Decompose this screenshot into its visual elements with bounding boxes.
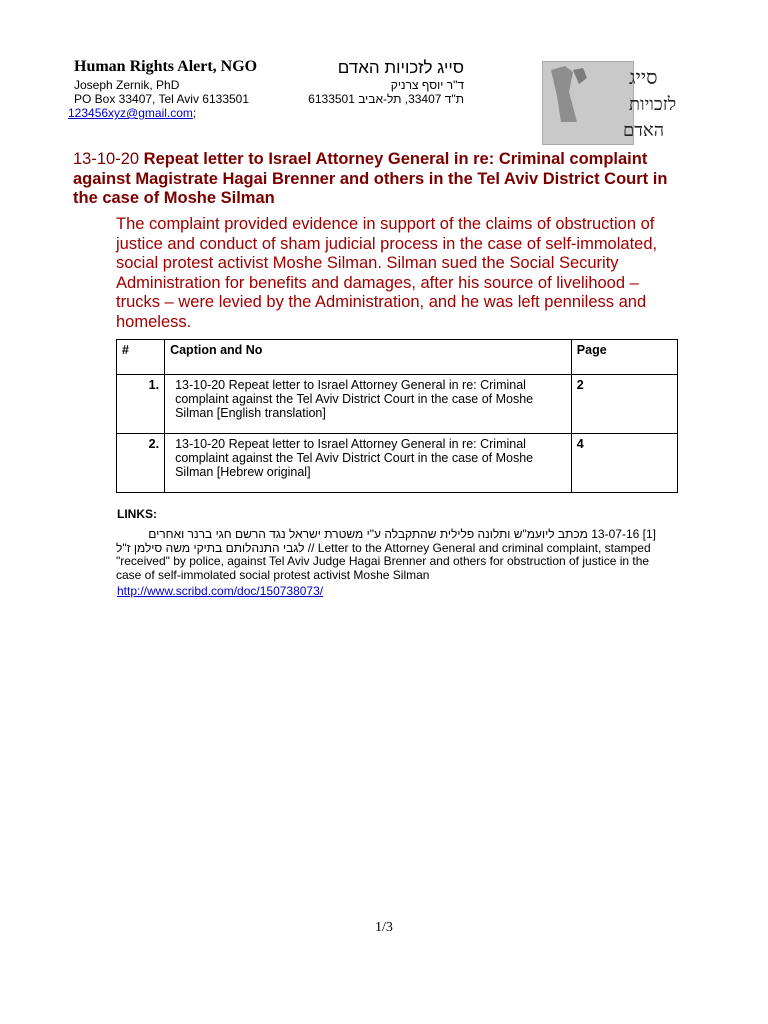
header-number: # <box>117 340 165 375</box>
contents-table <box>116 339 678 493</box>
row-page: 2 <box>571 375 677 434</box>
row-page: 4 <box>571 434 677 493</box>
logo-text-line-2: לזכויות <box>629 94 677 115</box>
title-text: Repeat letter to Israel Attorney General in re: Criminal complaint against Magistrate Hagai Brenner and others in the Tel Aviv District Court in the case of Moshe Silman <box>73 150 668 207</box>
reference-hebrew-line: [1] 13-07-16 מכתב ליועמ"ש ותלונה פלילית שהתקבלה ע"י משטרת ישראל נגד הרשם חגי ברנר ואחרים <box>148 527 656 541</box>
document-title <box>73 150 673 209</box>
email-line <box>68 106 196 120</box>
title-date: 13-10-20 <box>73 150 140 168</box>
row-number: 2. <box>117 434 165 493</box>
org-logo <box>542 61 677 145</box>
reference-description: לגבי התנהלותם בתיקי משה סילמן ז"ל // Letter to the Attorney General and criminal complaint, stamped "received" by police, against Tel Aviv Judge Hagai Brenner and others for obstruction of justice in the case of self-immolated social protest activist Moshe Silman <box>116 540 651 582</box>
email-suffix: ; <box>192 106 197 120</box>
links-heading: LINKS: <box>117 507 157 521</box>
reference-url-line <box>117 584 323 598</box>
org-name-english: Human Rights Alert, NGO <box>74 58 258 75</box>
logo-text-line-1: סייג <box>629 65 658 89</box>
table-row <box>117 434 678 493</box>
org-name-hebrew: סייג לזכויות האדם <box>337 58 464 77</box>
email-link[interactable]: 123456xyz@gmail.com <box>68 106 193 120</box>
header-page: Page <box>571 340 677 375</box>
row-caption: 13-10-20 Repeat letter to Israel Attorney General in re: Criminal complaint against the Tel Aviv District Court in the case of Moshe Silman [Hebrew original] <box>165 434 572 493</box>
row-caption: 13-10-20 Repeat letter to Israel Attorney General in re: Criminal complaint against the Tel Aviv District Court in the case of Moshe Silman [English translation] <box>165 375 572 434</box>
page-number: 1/3 <box>375 920 393 935</box>
reference-entry <box>116 528 656 582</box>
summary-paragraph: The complaint provided evidence in support of the claims of obstruction of justice and conduct of sham judicial process in the case of self-immolated, social protest activist Moshe Silman. Silman sued the Social Security Administration for benefits and damages, after his source of livelihood – trucks – were levied by the Administration, and he was left penniless and homeless. <box>116 215 658 331</box>
person-name-english: Joseph Zernik, PhD <box>74 78 180 92</box>
table-header-row <box>117 340 678 375</box>
row-number: 1. <box>117 375 165 434</box>
org-logo-image <box>543 62 677 144</box>
logo-text-line-3: האדם <box>623 120 665 141</box>
reference-url-link[interactable]: http://www.scribd.com/doc/150738073/ <box>117 584 324 598</box>
header-caption: Caption and No <box>165 340 572 375</box>
address-english: PO Box 33407, Tel Aviv 6133501 <box>74 92 250 106</box>
person-name-hebrew: ד"ר יוסף צרניק <box>390 78 464 92</box>
table-row <box>117 375 678 434</box>
address-hebrew: ת"ד 33407, תל-אביב 6133501 <box>308 92 464 106</box>
